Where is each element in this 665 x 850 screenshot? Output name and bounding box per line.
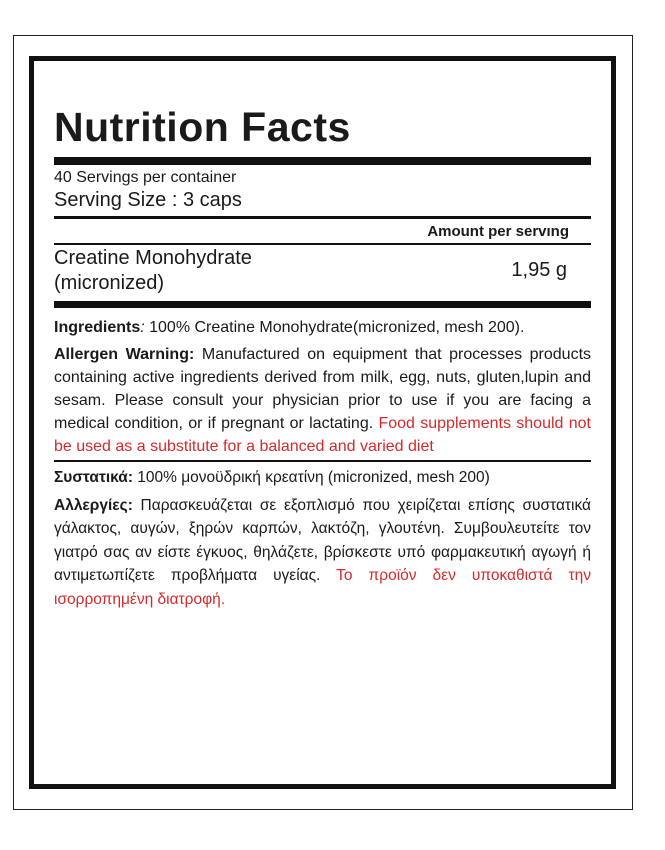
title-rule xyxy=(54,157,591,165)
nutrient-row xyxy=(54,246,591,296)
ingredients-en-colon: : xyxy=(140,318,145,336)
nutrient-name xyxy=(54,246,252,296)
label-content xyxy=(54,61,591,611)
allergen-gr-label: Αλλεργίες: xyxy=(54,496,133,514)
header-rule xyxy=(54,243,591,245)
allergen-gr xyxy=(54,494,591,612)
ingredients-gr xyxy=(54,466,591,490)
allergen-en xyxy=(54,343,591,458)
serving-size: Serving Size : 3 caps xyxy=(54,189,242,211)
ingredients-en-text: 100% Creatine Monohydrate(micronized, mesh 200). xyxy=(144,318,525,336)
ingredients-gr-label: Συστατικά: xyxy=(54,469,133,486)
english-section xyxy=(54,316,591,458)
nutrition-label xyxy=(29,56,616,789)
nutrient-amount: 1,95 g xyxy=(511,259,567,281)
nutrient-name-line2: (micronized) xyxy=(54,271,165,294)
allergen-en-label: Allergen Warning: xyxy=(54,345,195,363)
amount-per-serving-header: Amount per servıng xyxy=(427,223,569,240)
greek-section xyxy=(54,466,591,611)
nutrient-rule xyxy=(54,301,591,308)
ingredients-gr-text: 100% μονοϋδρική κρεατίνη (micronized, mesh 200) xyxy=(132,469,490,486)
servings-per-container: 40 Servings per container xyxy=(54,169,237,186)
warning-gr: Το προϊόν δεν υποκαθιστά την ισορροπημένη διατροφή. xyxy=(54,567,591,608)
ingredients-en xyxy=(54,316,591,339)
language-divider xyxy=(54,460,591,463)
serving-rule xyxy=(54,216,591,219)
label-title: Nutrition Facts xyxy=(54,104,351,150)
ingredients-en-label: Ingredients xyxy=(54,318,141,336)
allergen-gr-text: Παρασκευάζεται σε εξοπλισμό που χειρίζεται επίσης συστατικά γάλακτος, αυγών, ξηρών καρπών, λακτόζη, γλουτένη. Συμβουλευτείτε τον γιατρό σας αν είστε έγκυος, θηλάζετε, βρίσκεστε υπό φαρμακευτική αγωγή ή αντιμετωπίζετε προβλήματα υγείας. xyxy=(54,496,591,584)
nutrient-name-line1: Creatine Monohydrate xyxy=(54,246,252,269)
warning-en: Food supplements should not be used as a substitute for a balanced and varied diet xyxy=(54,414,591,455)
allergen-en-text: Manufactured on equipment that processes products containing active ingredients derived from milk, egg, nuts, gluten,lupin and sesam. Please consult your physician prior to use if you are facing a medical condition, or if pregnant or lactating. xyxy=(54,345,592,432)
